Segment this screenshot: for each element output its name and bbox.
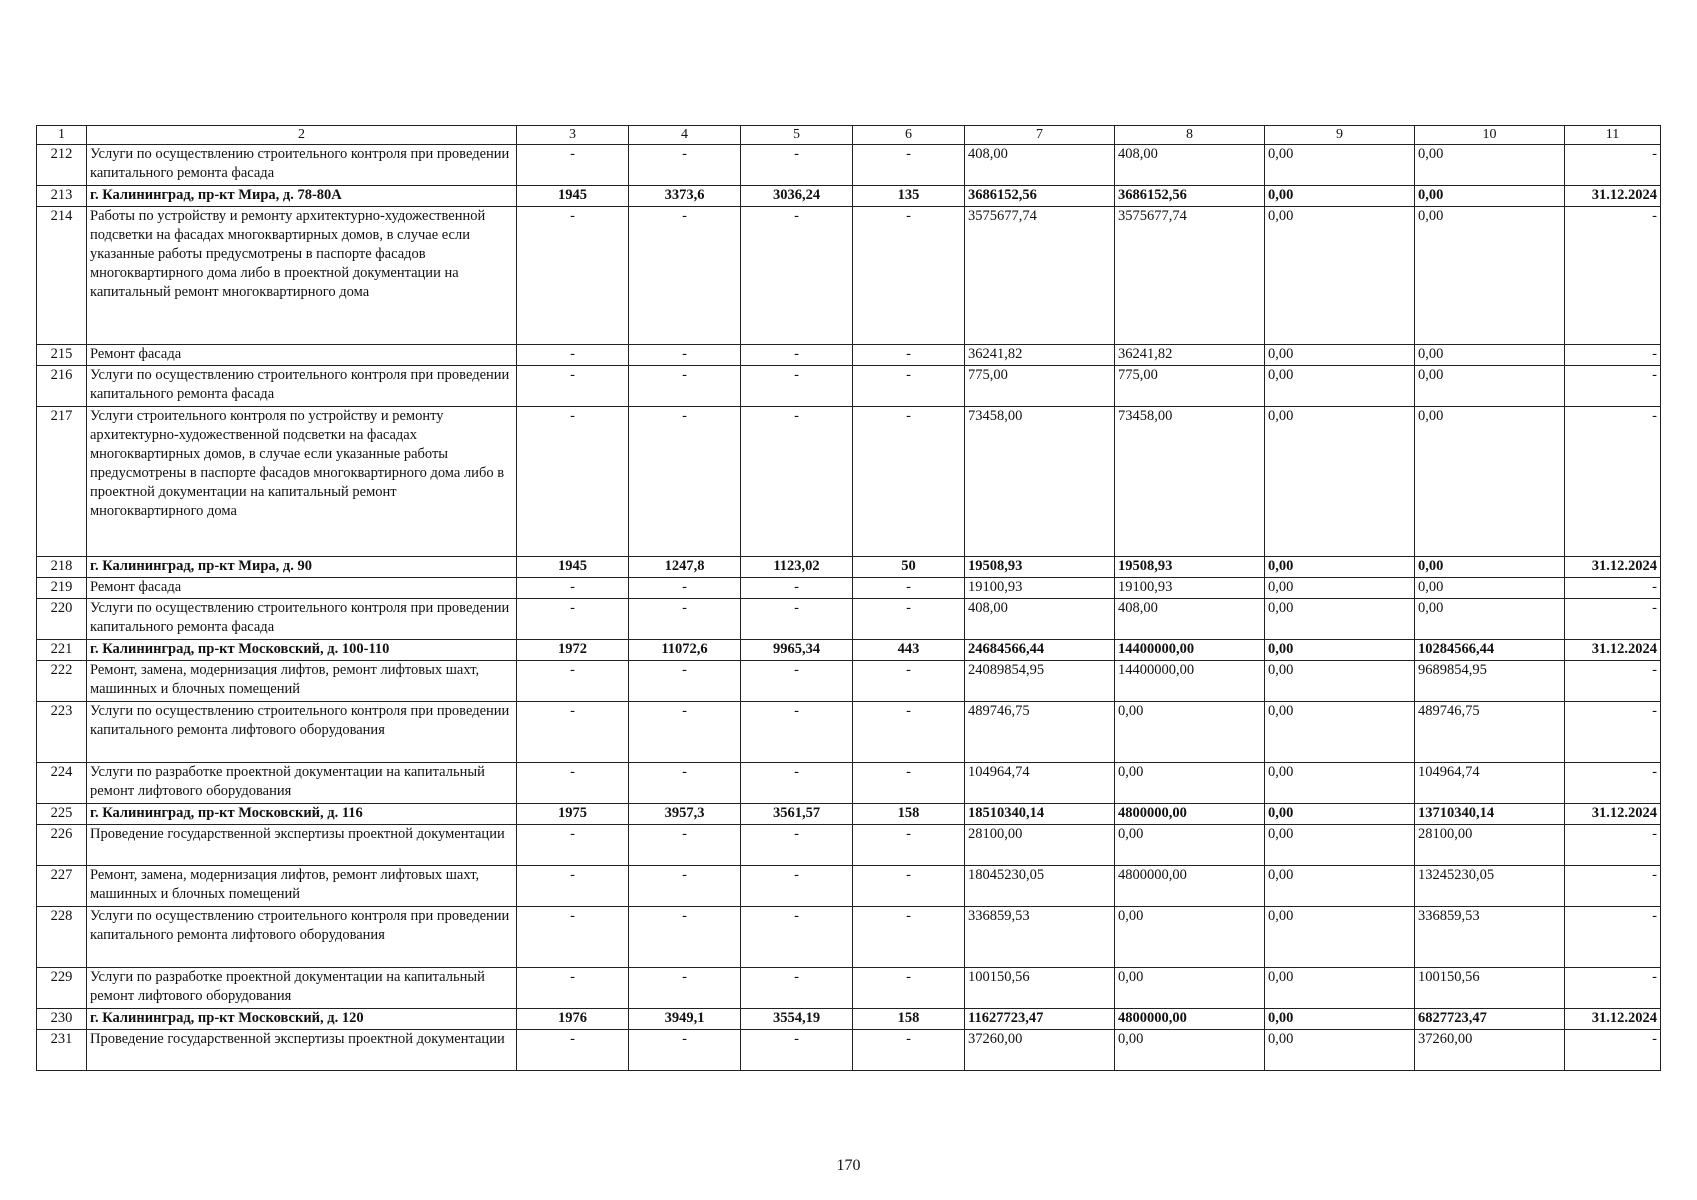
- living-area-cell: -: [741, 661, 853, 702]
- work-description: г. Калининград, пр-кт Московский, д. 100-110: [87, 640, 517, 661]
- owner-cost-cell: 0,00: [1415, 145, 1565, 186]
- total-cost-cell: 18045230,05: [965, 866, 1115, 907]
- living-area-cell: 3036,24: [741, 186, 853, 207]
- work-description: Ремонт фасада: [87, 345, 517, 366]
- fund-cost-cell: 3686152,56: [1115, 186, 1265, 207]
- total-cost-cell: 24089854,95: [965, 661, 1115, 702]
- year-built-cell: -: [517, 366, 629, 407]
- work-description: г. Калининград, пр-кт Мира, д. 78-80А: [87, 186, 517, 207]
- fund-cost-cell: 36241,82: [1115, 345, 1265, 366]
- owner-cost-cell: 0,00: [1415, 578, 1565, 599]
- work-description: Работы по устройству и ремонту архитектурно-художественной подсветки на фасадах многоквартирных домов, в случае если указанные работы предусмотрены в паспорте фасадов многоквартирного дома либо в проектной документации на капитальный ремонт многоквартирного дома: [87, 207, 517, 345]
- budget-cost-cell: 0,00: [1265, 366, 1415, 407]
- total-area-cell: -: [629, 702, 741, 763]
- total-cost-cell: 11627723,47: [965, 1009, 1115, 1030]
- work-item-row: [37, 145, 1661, 186]
- living-area-cell: -: [741, 825, 853, 866]
- budget-cost-cell: 0,00: [1265, 599, 1415, 640]
- total-area-cell: -: [629, 907, 741, 968]
- budget-cost-cell: 0,00: [1265, 702, 1415, 763]
- deadline-cell: -: [1565, 1030, 1661, 1071]
- header-cell: 3: [517, 126, 629, 145]
- total-cost-cell: 19100,93: [965, 578, 1115, 599]
- fund-cost-cell: 4800000,00: [1115, 1009, 1265, 1030]
- residents-cell: 158: [853, 804, 965, 825]
- work-item-row: [37, 407, 1661, 557]
- row-number: 219: [37, 578, 87, 599]
- total-area-cell: -: [629, 407, 741, 557]
- living-area-cell: -: [741, 968, 853, 1009]
- row-number: 229: [37, 968, 87, 1009]
- work-description: Ремонт фасада: [87, 578, 517, 599]
- total-area-cell: -: [629, 763, 741, 804]
- total-area-cell: 11072,6: [629, 640, 741, 661]
- fund-cost-cell: 19508,93: [1115, 557, 1265, 578]
- work-description: Ремонт, замена, модернизация лифтов, ремонт лифтовых шахт, машинных и блочных помещений: [87, 866, 517, 907]
- residents-cell: 50: [853, 557, 965, 578]
- deadline-cell: 31.12.2024: [1565, 186, 1661, 207]
- budget-cost-cell: 0,00: [1265, 1030, 1415, 1071]
- total-area-cell: -: [629, 968, 741, 1009]
- row-number: 230: [37, 1009, 87, 1030]
- header-cell: 10: [1415, 126, 1565, 145]
- work-description: г. Калининград, пр-кт Московский, д. 120: [87, 1009, 517, 1030]
- fund-cost-cell: 0,00: [1115, 1030, 1265, 1071]
- row-number: 212: [37, 145, 87, 186]
- fund-cost-cell: 19100,93: [1115, 578, 1265, 599]
- header-cell: 1: [37, 126, 87, 145]
- row-number: 215: [37, 345, 87, 366]
- total-area-cell: -: [629, 599, 741, 640]
- work-description: Услуги по осуществлению строительного контроля при проведении капитального ремонта лифтового оборудования: [87, 907, 517, 968]
- row-number: 223: [37, 702, 87, 763]
- owner-cost-cell: 10284566,44: [1415, 640, 1565, 661]
- owner-cost-cell: 0,00: [1415, 557, 1565, 578]
- deadline-cell: 31.12.2024: [1565, 1009, 1661, 1030]
- row-number: 224: [37, 763, 87, 804]
- budget-cost-cell: 0,00: [1265, 145, 1415, 186]
- living-area-cell: -: [741, 907, 853, 968]
- header-cell: 6: [853, 126, 965, 145]
- fund-cost-cell: 0,00: [1115, 968, 1265, 1009]
- residents-cell: -: [853, 345, 965, 366]
- work-item-row: [37, 968, 1661, 1009]
- total-area-cell: -: [629, 661, 741, 702]
- total-cost-cell: 3686152,56: [965, 186, 1115, 207]
- address-row: [37, 557, 1661, 578]
- budget-cost-cell: 0,00: [1265, 825, 1415, 866]
- owner-cost-cell: 489746,75: [1415, 702, 1565, 763]
- total-area-cell: -: [629, 145, 741, 186]
- owner-cost-cell: 0,00: [1415, 407, 1565, 557]
- total-area-cell: 3949,1: [629, 1009, 741, 1030]
- fund-cost-cell: 14400000,00: [1115, 661, 1265, 702]
- budget-cost-cell: 0,00: [1265, 207, 1415, 345]
- living-area-cell: 9965,34: [741, 640, 853, 661]
- year-built-cell: -: [517, 599, 629, 640]
- fund-cost-cell: 408,00: [1115, 145, 1265, 186]
- header-cell: 2: [87, 126, 517, 145]
- living-area-cell: -: [741, 578, 853, 599]
- address-row: [37, 640, 1661, 661]
- residents-cell: 158: [853, 1009, 965, 1030]
- residents-cell: -: [853, 578, 965, 599]
- living-area-cell: -: [741, 1030, 853, 1071]
- row-number: 227: [37, 866, 87, 907]
- living-area-cell: -: [741, 763, 853, 804]
- header-cell: 11: [1565, 126, 1661, 145]
- deadline-cell: -: [1565, 345, 1661, 366]
- residents-cell: -: [853, 145, 965, 186]
- work-description: Проведение государственной экспертизы проектной документации: [87, 1030, 517, 1071]
- total-area-cell: 1247,8: [629, 557, 741, 578]
- total-cost-cell: 3575677,74: [965, 207, 1115, 345]
- residents-cell: -: [853, 907, 965, 968]
- work-item-row: [37, 345, 1661, 366]
- deadline-cell: -: [1565, 661, 1661, 702]
- fund-cost-cell: 0,00: [1115, 907, 1265, 968]
- residents-cell: -: [853, 702, 965, 763]
- fund-cost-cell: 0,00: [1115, 763, 1265, 804]
- address-row: [37, 804, 1661, 825]
- living-area-cell: -: [741, 366, 853, 407]
- work-description: Услуги по разработке проектной документации на капитальный ремонт лифтового оборудования: [87, 763, 517, 804]
- total-cost-cell: 28100,00: [965, 825, 1115, 866]
- row-number: 213: [37, 186, 87, 207]
- owner-cost-cell: 104964,74: [1415, 763, 1565, 804]
- address-row: [37, 1009, 1661, 1030]
- budget-cost-cell: 0,00: [1265, 968, 1415, 1009]
- residents-cell: -: [853, 825, 965, 866]
- total-cost-cell: 73458,00: [965, 407, 1115, 557]
- living-area-cell: -: [741, 345, 853, 366]
- work-item-row: [37, 866, 1661, 907]
- total-cost-cell: 104964,74: [965, 763, 1115, 804]
- budget-cost-cell: 0,00: [1265, 866, 1415, 907]
- residents-cell: 443: [853, 640, 965, 661]
- year-built-cell: 1976: [517, 1009, 629, 1030]
- work-description: г. Калининград, пр-кт Московский, д. 116: [87, 804, 517, 825]
- deadline-cell: -: [1565, 599, 1661, 640]
- total-area-cell: -: [629, 207, 741, 345]
- owner-cost-cell: 13710340,14: [1415, 804, 1565, 825]
- owner-cost-cell: 9689854,95: [1415, 661, 1565, 702]
- living-area-cell: 3561,57: [741, 804, 853, 825]
- living-area-cell: -: [741, 407, 853, 557]
- residents-cell: -: [853, 366, 965, 407]
- year-built-cell: -: [517, 968, 629, 1009]
- total-area-cell: -: [629, 866, 741, 907]
- year-built-cell: 1972: [517, 640, 629, 661]
- row-number: 222: [37, 661, 87, 702]
- fund-cost-cell: 73458,00: [1115, 407, 1265, 557]
- total-cost-cell: 37260,00: [965, 1030, 1115, 1071]
- work-item-row: [37, 763, 1661, 804]
- row-number: 218: [37, 557, 87, 578]
- fund-cost-cell: 4800000,00: [1115, 804, 1265, 825]
- work-item-row: [37, 825, 1661, 866]
- year-built-cell: 1945: [517, 186, 629, 207]
- total-cost-cell: 100150,56: [965, 968, 1115, 1009]
- year-built-cell: -: [517, 407, 629, 557]
- year-built-cell: -: [517, 578, 629, 599]
- deadline-cell: -: [1565, 145, 1661, 186]
- residents-cell: -: [853, 763, 965, 804]
- work-item-row: [37, 599, 1661, 640]
- work-description: Ремонт, замена, модернизация лифтов, ремонт лифтовых шахт, машинных и блочных помещений: [87, 661, 517, 702]
- total-cost-cell: 336859,53: [965, 907, 1115, 968]
- owner-cost-cell: 6827723,47: [1415, 1009, 1565, 1030]
- row-number: 220: [37, 599, 87, 640]
- budget-cost-cell: 0,00: [1265, 345, 1415, 366]
- owner-cost-cell: 0,00: [1415, 207, 1565, 345]
- year-built-cell: 1945: [517, 557, 629, 578]
- total-area-cell: -: [629, 345, 741, 366]
- budget-cost-cell: 0,00: [1265, 763, 1415, 804]
- row-number: 231: [37, 1030, 87, 1071]
- deadline-cell: -: [1565, 407, 1661, 557]
- residents-cell: 135: [853, 186, 965, 207]
- work-item-row: [37, 578, 1661, 599]
- living-area-cell: 3554,19: [741, 1009, 853, 1030]
- residents-cell: -: [853, 1030, 965, 1071]
- deadline-cell: -: [1565, 763, 1661, 804]
- header-cell: 7: [965, 126, 1115, 145]
- owner-cost-cell: 0,00: [1415, 599, 1565, 640]
- total-area-cell: -: [629, 825, 741, 866]
- total-cost-cell: 408,00: [965, 145, 1115, 186]
- owner-cost-cell: 336859,53: [1415, 907, 1565, 968]
- work-description: Проведение государственной экспертизы проектной документации: [87, 825, 517, 866]
- deadline-cell: 31.12.2024: [1565, 557, 1661, 578]
- fund-cost-cell: 408,00: [1115, 599, 1265, 640]
- fund-cost-cell: 775,00: [1115, 366, 1265, 407]
- residents-cell: -: [853, 866, 965, 907]
- year-built-cell: -: [517, 702, 629, 763]
- column-number-header: [37, 126, 1661, 145]
- year-built-cell: -: [517, 825, 629, 866]
- row-number: 217: [37, 407, 87, 557]
- deadline-cell: -: [1565, 968, 1661, 1009]
- row-number: 216: [37, 366, 87, 407]
- living-area-cell: -: [741, 145, 853, 186]
- header-cell: 9: [1265, 126, 1415, 145]
- deadline-cell: -: [1565, 702, 1661, 763]
- work-description: Услуги по осуществлению строительного контроля при проведении капитального ремонта фасада: [87, 366, 517, 407]
- owner-cost-cell: 13245230,05: [1415, 866, 1565, 907]
- fund-cost-cell: 3575677,74: [1115, 207, 1265, 345]
- budget-cost-cell: 0,00: [1265, 661, 1415, 702]
- budget-cost-cell: 0,00: [1265, 407, 1415, 557]
- total-cost-cell: 36241,82: [965, 345, 1115, 366]
- deadline-cell: 31.12.2024: [1565, 640, 1661, 661]
- work-description: г. Калининград, пр-кт Мира, д. 90: [87, 557, 517, 578]
- deadline-cell: -: [1565, 907, 1661, 968]
- deadline-cell: 31.12.2024: [1565, 804, 1661, 825]
- total-cost-cell: 775,00: [965, 366, 1115, 407]
- row-number: 225: [37, 804, 87, 825]
- row-number: 221: [37, 640, 87, 661]
- fund-cost-cell: 4800000,00: [1115, 866, 1265, 907]
- owner-cost-cell: 0,00: [1415, 366, 1565, 407]
- total-area-cell: -: [629, 1030, 741, 1071]
- work-item-row: [37, 207, 1661, 345]
- owner-cost-cell: 0,00: [1415, 186, 1565, 207]
- fund-cost-cell: 0,00: [1115, 702, 1265, 763]
- budget-cost-cell: 0,00: [1265, 640, 1415, 661]
- year-built-cell: -: [517, 1030, 629, 1071]
- header-cell: 4: [629, 126, 741, 145]
- total-area-cell: 3957,3: [629, 804, 741, 825]
- year-built-cell: -: [517, 763, 629, 804]
- work-description: Услуги строительного контроля по устройству и ремонту архитектурно-художественной подсветки на фасадах многоквартирных домов, в случае если указанные работы предусмотрены в паспорте фасадов многоквартирного дома либо в проектной документации на капитальный ремонт многоквартирного дома: [87, 407, 517, 557]
- address-row: [37, 186, 1661, 207]
- living-area-cell: -: [741, 866, 853, 907]
- year-built-cell: 1975: [517, 804, 629, 825]
- total-cost-cell: 18510340,14: [965, 804, 1115, 825]
- budget-cost-cell: 0,00: [1265, 804, 1415, 825]
- work-description: Услуги по разработке проектной документации на капитальный ремонт лифтового оборудования: [87, 968, 517, 1009]
- owner-cost-cell: 28100,00: [1415, 825, 1565, 866]
- budget-cost-cell: 0,00: [1265, 1009, 1415, 1030]
- register-sheet: [36, 125, 1660, 1071]
- header-cell: 5: [741, 126, 853, 145]
- header-cell: 8: [1115, 126, 1265, 145]
- capital-repair-table: [36, 125, 1661, 1071]
- total-cost-cell: 408,00: [965, 599, 1115, 640]
- year-built-cell: -: [517, 661, 629, 702]
- residents-cell: -: [853, 207, 965, 345]
- year-built-cell: -: [517, 866, 629, 907]
- residents-cell: -: [853, 599, 965, 640]
- budget-cost-cell: 0,00: [1265, 578, 1415, 599]
- row-number: 226: [37, 825, 87, 866]
- page-number: 170: [836, 1157, 861, 1174]
- work-item-row: [37, 907, 1661, 968]
- total-cost-cell: 24684566,44: [965, 640, 1115, 661]
- deadline-cell: -: [1565, 207, 1661, 345]
- work-description: Услуги по осуществлению строительного контроля при проведении капитального ремонта лифтового оборудования: [87, 702, 517, 763]
- total-area-cell: -: [629, 366, 741, 407]
- deadline-cell: -: [1565, 366, 1661, 407]
- work-item-row: [37, 661, 1661, 702]
- total-cost-cell: 19508,93: [965, 557, 1115, 578]
- deadline-cell: -: [1565, 866, 1661, 907]
- year-built-cell: -: [517, 345, 629, 366]
- work-item-row: [37, 366, 1661, 407]
- work-item-row: [37, 702, 1661, 763]
- fund-cost-cell: 0,00: [1115, 825, 1265, 866]
- living-area-cell: -: [741, 599, 853, 640]
- budget-cost-cell: 0,00: [1265, 186, 1415, 207]
- total-area-cell: 3373,6: [629, 186, 741, 207]
- work-item-row: [37, 1030, 1661, 1071]
- year-built-cell: -: [517, 907, 629, 968]
- residents-cell: -: [853, 661, 965, 702]
- deadline-cell: -: [1565, 825, 1661, 866]
- work-description: Услуги по осуществлению строительного контроля при проведении капитального ремонта фасада: [87, 145, 517, 186]
- budget-cost-cell: 0,00: [1265, 907, 1415, 968]
- living-area-cell: -: [741, 702, 853, 763]
- work-description: Услуги по осуществлению строительного контроля при проведении капитального ремонта фасада: [87, 599, 517, 640]
- year-built-cell: -: [517, 207, 629, 345]
- total-cost-cell: 489746,75: [965, 702, 1115, 763]
- owner-cost-cell: 37260,00: [1415, 1030, 1565, 1071]
- residents-cell: -: [853, 407, 965, 557]
- owner-cost-cell: 0,00: [1415, 345, 1565, 366]
- deadline-cell: -: [1565, 578, 1661, 599]
- total-area-cell: -: [629, 578, 741, 599]
- year-built-cell: -: [517, 145, 629, 186]
- row-number: 228: [37, 907, 87, 968]
- owner-cost-cell: 100150,56: [1415, 968, 1565, 1009]
- living-area-cell: 1123,02: [741, 557, 853, 578]
- residents-cell: -: [853, 968, 965, 1009]
- budget-cost-cell: 0,00: [1265, 557, 1415, 578]
- living-area-cell: -: [741, 207, 853, 345]
- row-number: 214: [37, 207, 87, 345]
- fund-cost-cell: 14400000,00: [1115, 640, 1265, 661]
